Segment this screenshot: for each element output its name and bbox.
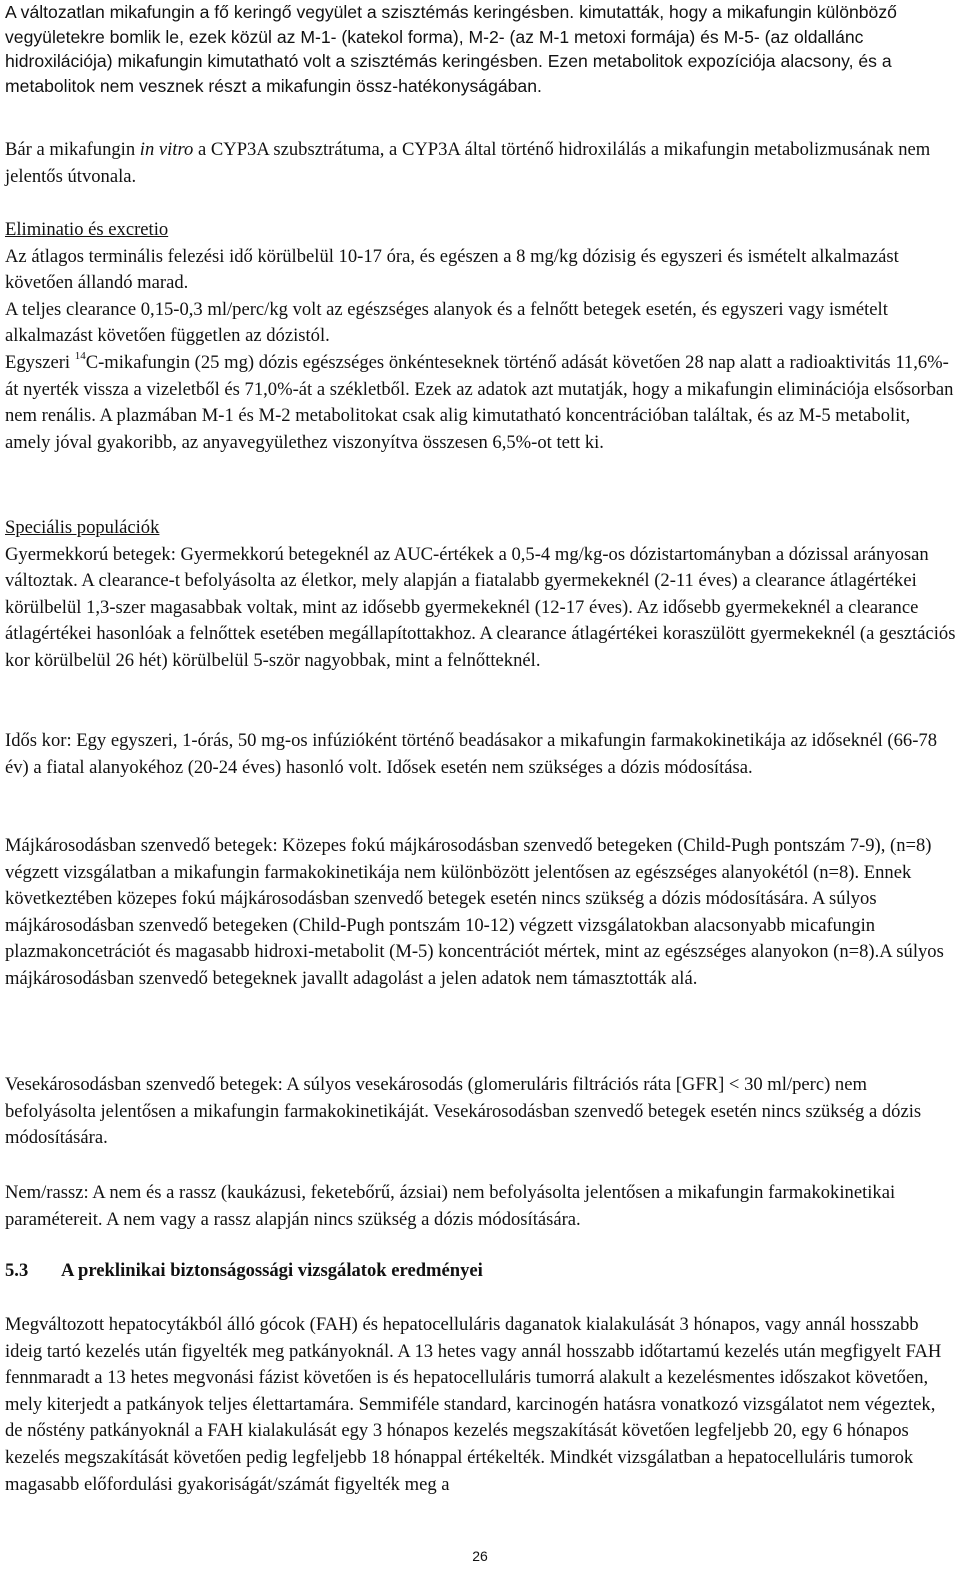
cyp3a-text-start: Bár a mikafungin <box>5 139 140 160</box>
special-populations-heading: Speciális populációk <box>5 517 160 538</box>
renal-text: Vesekárosodásban szenvedő betegek: A súlyos vesekárosodás (glomeruláris filtrációs ráta [GFR] < 30 ml/perc) nem befolyásolta jelentősen a mikafungin farmakokinetikáját. Vesekárosodásban szenvedő betegek esetén nincs szükség a dózis módosítására. <box>5 1074 922 1149</box>
preclinical-text: Megváltozott hepatocytákból álló gócok (FAH) és hepatocelluláris daganatok kialakulását 3 hónapos, vagy annál hosszabb ideig tartó kezelés után figyelték meg patkányoknál. A 13 hetes vagy annál hosszabb időtartamú kezelés után megfigyelt FAH fennmaradt a 13 hetes megvonási fázist követően is és hepatocelluláris tumorrá alakult a kezelésmentes időszakot követően, mely kiterjedt a patkányok teljes élettartamára. Semmiféle standard, karcinogén hatásra vonatkozó vizsgálatot nem végeztek, de nőstény patkányoknál a FAH kialakulását egy 3 hónapos kezelés megszakítását követően legfeljebb 20, egy 6 hónapos kezelés megszakítását követően pedig legfeljebb 18 hónappal értékelték. Mindkét vizsgálatban a hepatocelluláris tumorok magasabb előfordulási gyakoriságát/számát figyelték meg a <box>5 1314 942 1495</box>
in-vitro-term: in vitro <box>139 139 194 160</box>
cyp3a-text <box>5 137 957 190</box>
preclinical-paragraph <box>5 1312 957 1498</box>
gender-race-text: Nem/rassz: A nem és a rassz (kaukázusi, feketebőrű, ázsiai) nem befolyásolta jelentősen a mikafungin farmakokinetikai paramétereit. A nem vagy a rassz alapján nincs szükség a dózis módosítására. <box>5 1182 896 1230</box>
special-populations-section <box>5 515 957 675</box>
hepatic-paragraph <box>5 833 957 993</box>
renal-paragraph <box>5 1072 957 1152</box>
cyp3a-text-end: a CYP3A szubsztrátuma, a CYP3A által történő hidroxilálás a mikafungin metabolizmusának nem jelentős útvonala. <box>5 139 931 187</box>
metabolites-text: A változatlan mikafungin a fő keringő vegyület a szisztémás keringésben. kimutatták, hogy a mikafungin különböző vegyületekre bomlik le, ezek közül az M-1- (katekol forma), M-2- (az M-1 metoxi formája) és M-5- (az oldallánc hidroxilációja) mikafungin kimutatható volt a szisztémás keringésben. Ezen metabolitok expozíciója alacsony, és a metabolitok nem vesznek részt a mikafungin össz-hatékonyságában. <box>5 2 897 96</box>
elimination-heading: Eliminatio és excretio <box>5 219 169 240</box>
hepatic-text: Májkárosodásban szenvedő betegek: Közepes fokú májkárosodásban szenvedő betegeken (Child-Pugh pontszám 7-9), (n=8) végzett vizsgálatban a mikafungin farmakokinetikája nem különbözött jelentősen az egészséges alanyokétól (n=8). Ennek következtében közepes fokú májkárosodásban szenvedő betegek esetén nincs szükség a dózis módosítására. A súlyos májkárosodásban szenvedő betegeken (Child-Pugh pontszám 10-12) végzett vizsgálatokban alacsonyabb micafungin plazmakoncetrációt és magasabb hidroxi-metabolit (M-5) koncentrációt mértek, mint az egészséges alanyokon (n=8).A súlyos májkárosodásban szenvedő betegeknek javallt adagolást a jelen adatok nem támasztották alá. <box>5 835 944 989</box>
elderly-text: Idős kor: Egy egyszeri, 1-órás, 50 mg-os infúzióként történő beadásakor a mikafungin farmakokinetikája az időseknél (66-78 év) a fiatal alanyokéhoz (20-24 éves) hasonló volt. Idősek esetén nem szükséges a dózis módosítása. <box>5 730 937 778</box>
radioactivity-text-end: C-mikafungin (25 mg) dózis egészséges önkénteseknek történő adását követően 28 nap alatt a radioaktivitás 11,6%-át nyerték vissza a vizeletből és 71,0%-át a székletből. Ezek az adatok azt mutatják, hogy a mikafungin eliminációja elsősorban nem renális. A plazmában M-1 és M-2 metabolitokat csak alig kimutatható koncentrációban találtak, és az M-5 metabolit, amely jóval gyakoribb, az anyavegyülethez viszonyítva összesen 6,5%-ot tett ki. <box>5 351 954 453</box>
isotope-superscript: 14 <box>74 349 86 362</box>
radioactivity-text <box>5 350 957 456</box>
elderly-paragraph <box>5 728 957 781</box>
clearance-text: A teljes clearance 0,15-0,3 ml/perc/kg volt az egészséges alanyok és a felnőtt betegek esetén, és egyszeri vagy ismételt alkalmazást követően független az dózistól. <box>5 298 888 347</box>
radioactivity-text-start: Egyszeri <box>5 351 75 373</box>
elimination-section <box>5 217 957 456</box>
page-number: 26 <box>472 1548 488 1564</box>
gender-race-paragraph <box>5 1180 957 1233</box>
half-life-text: Az átlagos terminális felezési idő körülbelül 10-17 óra, és egészen a 8 mg/kg dózisig és egyszeri és ismételt alkalmazást követően állandó marad. <box>5 245 899 294</box>
section-5-3-heading <box>5 1258 483 1284</box>
section-title: A preklinikai biztonságossági vizsgálatok eredményei <box>61 1260 483 1281</box>
pediatric-text: Gyermekkorú betegek: Gyermekkorú betegeknél az AUC-értékek a 0,5-4 mg/kg-os dózistartományban a dózissal arányosan változtak. A clearance-t befolyásolta az életkor, mely alapján a fiatalabb gyermekeknél (2-11 éves) a clearance átlagértékei körülbelül 1,3-szer magasabbak voltak, mint az idősebb gyermekeknél (12-17 éves). Az idősebb gyermekeknél a clearance átlagértékei hasonlóak a felnőttek esetében megállapítottakhoz. A clearance átlagértékei koraszülött gyermekeknél (a gesztációs kor körülbelül 26 hét) körülbelül 5-ször nagyobbak, mint a felnőtteknél. <box>5 543 956 671</box>
cyp3a-paragraph <box>5 137 957 190</box>
section-number: 5.3 <box>5 1260 29 1281</box>
metabolism-paragraph <box>5 0 957 98</box>
